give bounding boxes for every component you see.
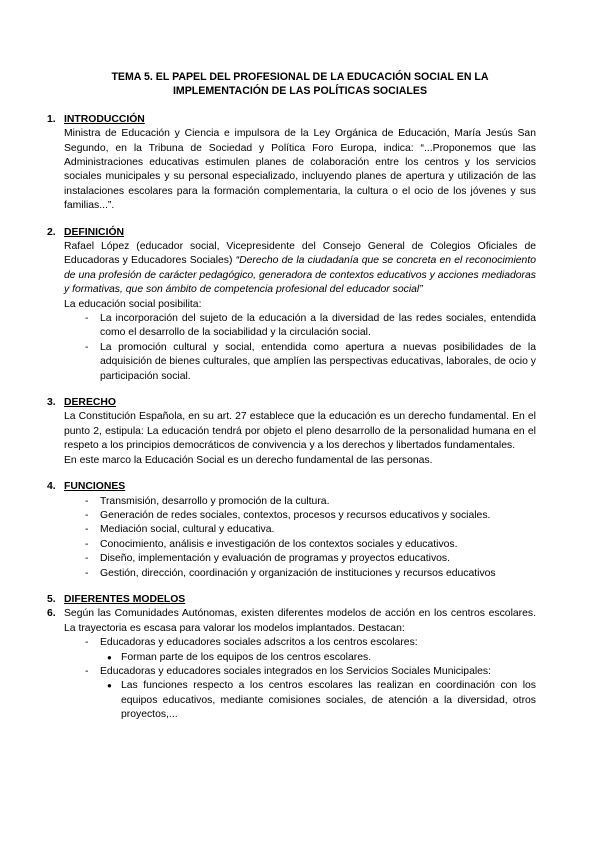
dash-list	[64, 312, 536, 384]
dash-list	[64, 636, 536, 722]
section-paragraph: Ministra de Educación y Ciencia e impulsora de la Ley Orgánica de Educación, María Jesús San Segundo, en la Tribuna de Sociedad y Política Foro Europa, indica: “...Proponemos que las Administraciones educativas estimulen planes de colaboración entre los centros y los servicios sociales municipales y su personal especializado, incluyendo planes de apertura y utilización de las instalaciones escolares para la formación complementaria, la cultura o el ocio de los jóvenes y sus familias...”.	[64, 128, 536, 212]
section-paragraph: Según las Comunidades Autónomas, existen diferentes modelos de acción en los centros escolares. La trayectoria es escasa para valorar los modelos implantados. Destacan:	[64, 608, 536, 634]
section-title: DEFINICIÓN	[64, 226, 125, 238]
section-paragraph: En este marco la Educación Social es un derecho fundamental de las personas.	[64, 454, 433, 466]
bullet-item: ● Las funciones respecto a los centros escolares las realizan en coordinación con los equipos educativos, mediante comisiones sociales, de atención a la diversidad, otros proyectos,...	[121, 679, 536, 722]
list-lead: La educación social posibilita:	[64, 298, 202, 310]
list-item: - Transmisión, desarrollo y promoción de la cultura.	[100, 495, 536, 509]
definition-intro: Rafael López (educador social, Vicepresidente del Consejo General de Colegios Oficiales de Educadoras y Educadores Sociales)	[64, 241, 536, 267]
section-number: 5.	[47, 593, 56, 605]
section-funciones	[47, 480, 536, 581]
list-item-label: Educadoras y educadores sociales adscritos a los centros escolares:	[100, 637, 418, 649]
bullet-item: ● Forman parte de los equipos de los centros escolares.	[121, 651, 536, 665]
dash-list	[64, 495, 536, 581]
list-item: - Generación de redes sociales, contextos, procesos y recursos educativos y sociales.	[100, 509, 536, 523]
list-item: - La promoción cultural y social, entendida como apertura a nuevas posibilidades de la adquisición de bienes culturales, que amplíen las perspectivas educativas, laborales, de ocio y participación social.	[100, 341, 536, 384]
section-title: DERECHO	[64, 397, 116, 409]
section-paragraph: La Constitución Española, en su art. 27 establece que la educación es un derecho fundamental. En el punto 2, estipula: La educación tendrá por objeto el pleno desarrollo de la personalidad humana en el respeto a los principios democráticos de convivencia y a los derechos y libertados fundamentales.	[64, 411, 536, 452]
section-heading	[47, 480, 536, 494]
section-heading	[47, 593, 536, 607]
list-item	[100, 636, 536, 665]
list-item: - Gestión, dirección, coordinación y organización de instituciones y recursos educativos	[100, 567, 536, 581]
bullet-list	[100, 679, 536, 722]
section-diferentes-modelos	[47, 593, 536, 723]
section-introduccion	[47, 113, 536, 214]
section-heading	[47, 396, 536, 410]
definition-paragraph	[64, 240, 536, 298]
section-title: FUNCIONES	[64, 481, 126, 493]
section-number: 1.	[47, 113, 56, 125]
section-number: 6.	[47, 608, 56, 620]
definition-quote: “Derecho de la ciudadanía que se concreta en el reconocimiento de una profesión de carácter pedagógico, generadora de contextos educativos y acciones mediadoras y formativas, que son ámbito de competencia profesional del educador social”	[64, 255, 536, 296]
section-definicion	[47, 226, 536, 384]
section-number: 3.	[47, 397, 56, 409]
section-title: INTRODUCCIÓN	[64, 113, 145, 125]
section-heading	[47, 113, 536, 127]
document-title: TEMA 5. EL PAPEL DEL PROFESIONAL DE LA EDUCACIÓN SOCIAL EN LA IMPLEMENTACIÓN DE LAS POLÍTICAS SOCIALES	[111, 71, 489, 98]
list-item-label: Educadoras y educadores sociales integrados en los Servicios Sociales Municipales:	[100, 665, 492, 677]
section-derecho	[47, 396, 536, 468]
list-item	[100, 665, 536, 723]
list-item: - Diseño, implementación y evaluación de programas y proyectos educativos.	[100, 552, 536, 566]
list-item: - Mediación social, cultural y educativa.	[100, 523, 536, 537]
section-number: 4.	[47, 481, 56, 493]
section-heading	[47, 226, 536, 240]
bullet-list	[100, 651, 536, 665]
section-number: 2.	[47, 226, 56, 238]
list-item: - La incorporación del sujeto de la educación a la diversidad de las redes sociales, entendida como el desarrollo de la sociabilidad y la circulación social.	[100, 312, 536, 341]
section-title: DIFERENTES MODELOS	[64, 593, 186, 605]
list-item: - Conocimiento, análisis e investigación de los contextos sociales y educativos.	[100, 538, 536, 552]
numbered-paragraph	[47, 607, 536, 636]
